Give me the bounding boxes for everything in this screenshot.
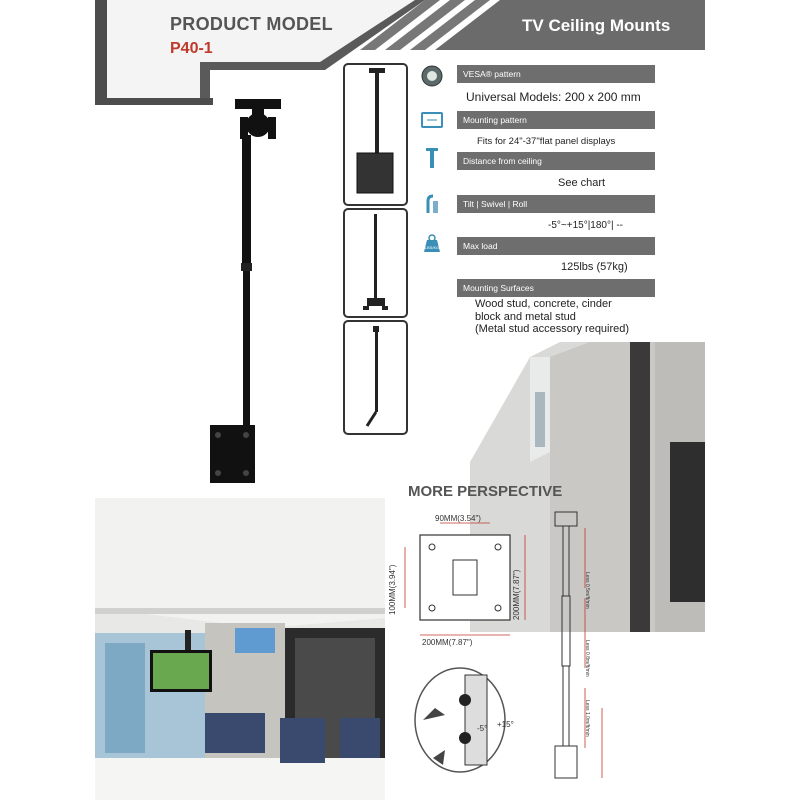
spec-value-max-load: 125lbs (57kg) <box>561 261 628 273</box>
vesa-icon <box>420 64 444 88</box>
product-model-label: PRODUCT MODEL <box>170 14 333 34</box>
mounting-plate-diagram <box>385 505 545 655</box>
spec-label-vesa: VESA® pattern <box>457 65 655 83</box>
spec-label-surfaces: Mounting Surfaces <box>457 279 655 297</box>
weight-icon-text: LBS/KG <box>424 245 440 250</box>
dim-top-width: 90MM(3.54") <box>435 514 481 523</box>
tilt-minus-label: -5° <box>477 724 488 733</box>
spec-value-vesa: Universal Models: 200 x 200 mm <box>466 90 641 104</box>
distance-icon <box>420 147 444 171</box>
product-image <box>200 95 290 500</box>
more-perspective-heading: MORE PERSPECTIVE <box>408 483 563 500</box>
screen-icon <box>420 108 444 132</box>
spec-value-mounting-pattern: Fits for 24"-37"flat panel displays <box>477 136 616 147</box>
pole-label-3: Less 1.0m/ft/min <box>584 700 590 737</box>
weight-icon <box>420 232 444 256</box>
model-code: P40-1 <box>170 40 213 57</box>
spec-value-surfaces-3: (Metal stud accessory required) <box>475 323 630 335</box>
spec-value-tilt: -5°~+15°|180°| -- <box>548 220 624 231</box>
thumbnail-2[interactable] <box>343 208 408 318</box>
room-photo-left <box>95 498 385 800</box>
spec-value-surfaces-1: Wood stud, concrete, cinder <box>475 298 612 310</box>
spec-value-distance: See chart <box>558 177 606 189</box>
pole-diagram <box>540 508 615 793</box>
tilt-plus-label: +15° <box>497 720 514 729</box>
category-title: TV Ceiling Mounts <box>522 16 671 35</box>
spec-value-surfaces-2: block and metal stud <box>475 311 576 323</box>
pole-label-2: Less 0.8m/ft/min <box>584 640 590 677</box>
dim-right-height: 200MM(7.87") <box>512 569 521 620</box>
spec-label-mounting-pattern: Mounting pattern <box>457 111 655 129</box>
spec-label-tilt: Tilt | Swivel | Roll <box>457 195 655 213</box>
thumbnail-3[interactable] <box>343 320 408 435</box>
pole-label-1: Less 0.5m/ft/min <box>584 572 590 609</box>
dim-left-height: 100MM(3.94") <box>388 564 397 615</box>
spec-label-distance: Distance from ceiling <box>457 152 655 170</box>
spec-label-max-load: Max load <box>457 237 655 255</box>
thumbnail-1[interactable] <box>343 63 408 206</box>
tilt-icon <box>420 193 444 217</box>
dim-bottom-width: 200MM(7.87") <box>422 638 473 647</box>
